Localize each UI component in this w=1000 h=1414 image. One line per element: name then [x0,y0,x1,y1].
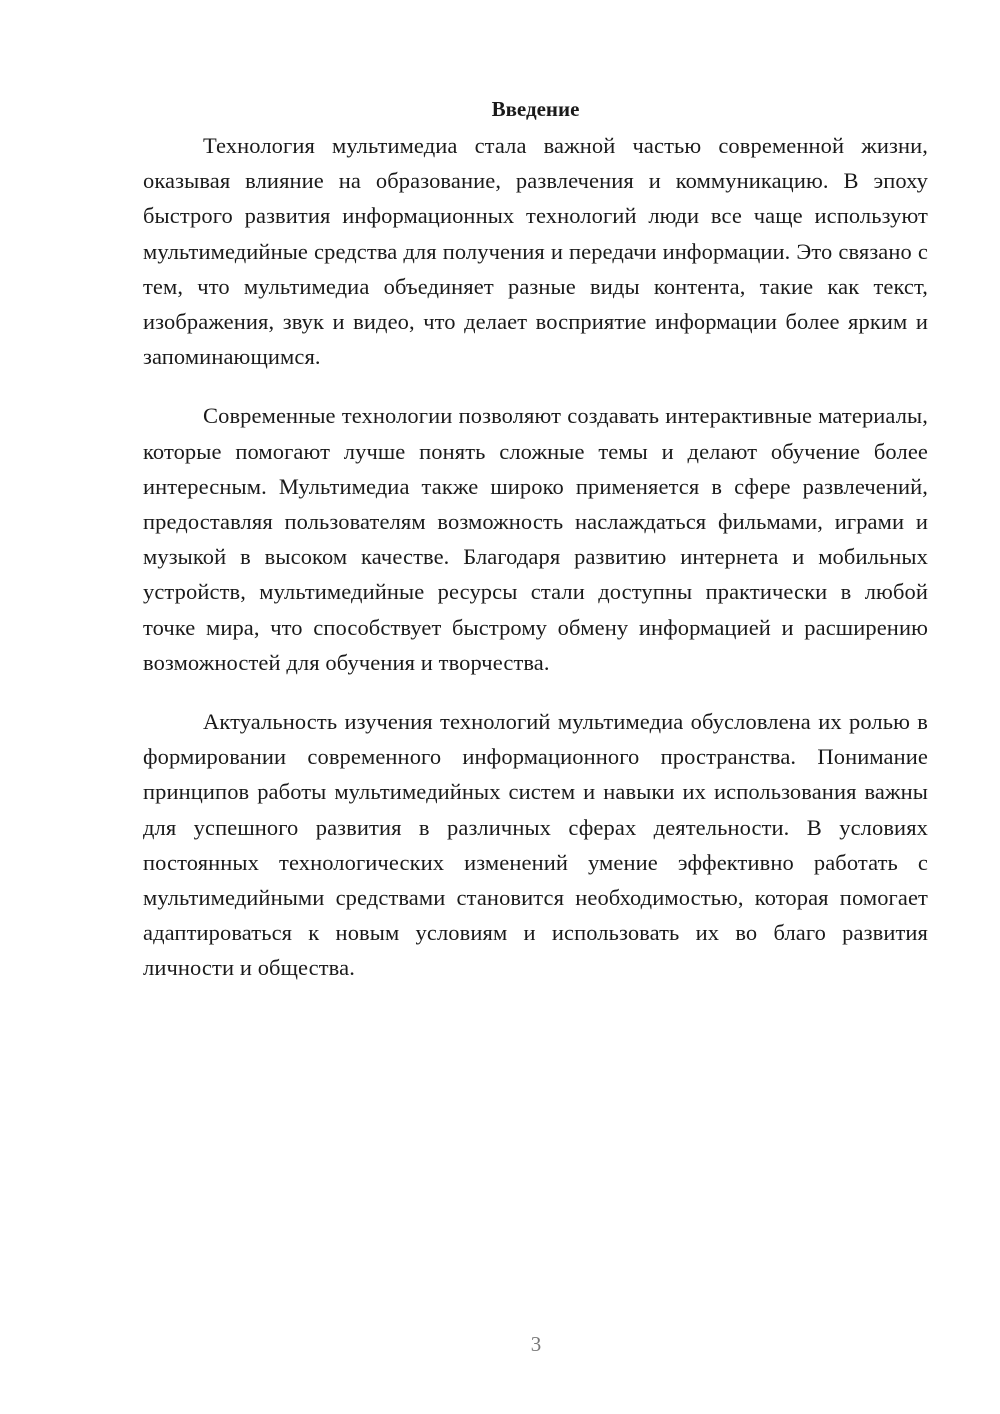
paragraph-2: Современные технологии позволяют создавать интерактивные материалы, которые помогают лучше понять сложные темы и делают обучение более интересным. Мультимедиа также широко применяется в сфере развлечений, предоставляя пользователям возможность наслаждаться фильмами, играми и музыкой в высоком качестве. Благодаря развитию интернета и мобильных устройств, мультимедийные ресурсы стали доступны практически в любой точке мира, что способствует быстрому обмену информацией и расширению возможностей для обучения и творчества. [143,403,928,675]
paragraph-1: Технология мультимедиа стала важной частью современной жизни, оказывая влияние на образование, развлечения и коммуникацию. В эпоху быстрого развития информационных технологий люди все чаще используют мультимедийные средства для получения и передачи информации. Это связано с тем, что мультимедиа объединяет разные виды контента, такие как текст, изображения, звук и видео, что делает восприятие информации более ярким и запоминающимся. [143,133,928,370]
page-number: 3 [530,1332,542,1356]
page-content [143,92,928,986]
paragraph-3: Актуальность изучения технологий мультимедиа обусловлена их ролью в формировании современного информационного пространства. Понимание принципов работы мультимедийных систем и навыки их использования важны для успешного развития в различных сферах деятельности. В условиях постоянных технологических изменений умение эффективно работать с мультимедийными средствами становится необходимостью, которая помогает адаптироваться к новым условиям и использовать их во благо развития личности и общества. [143,709,928,981]
section-title: Введение [491,97,580,121]
